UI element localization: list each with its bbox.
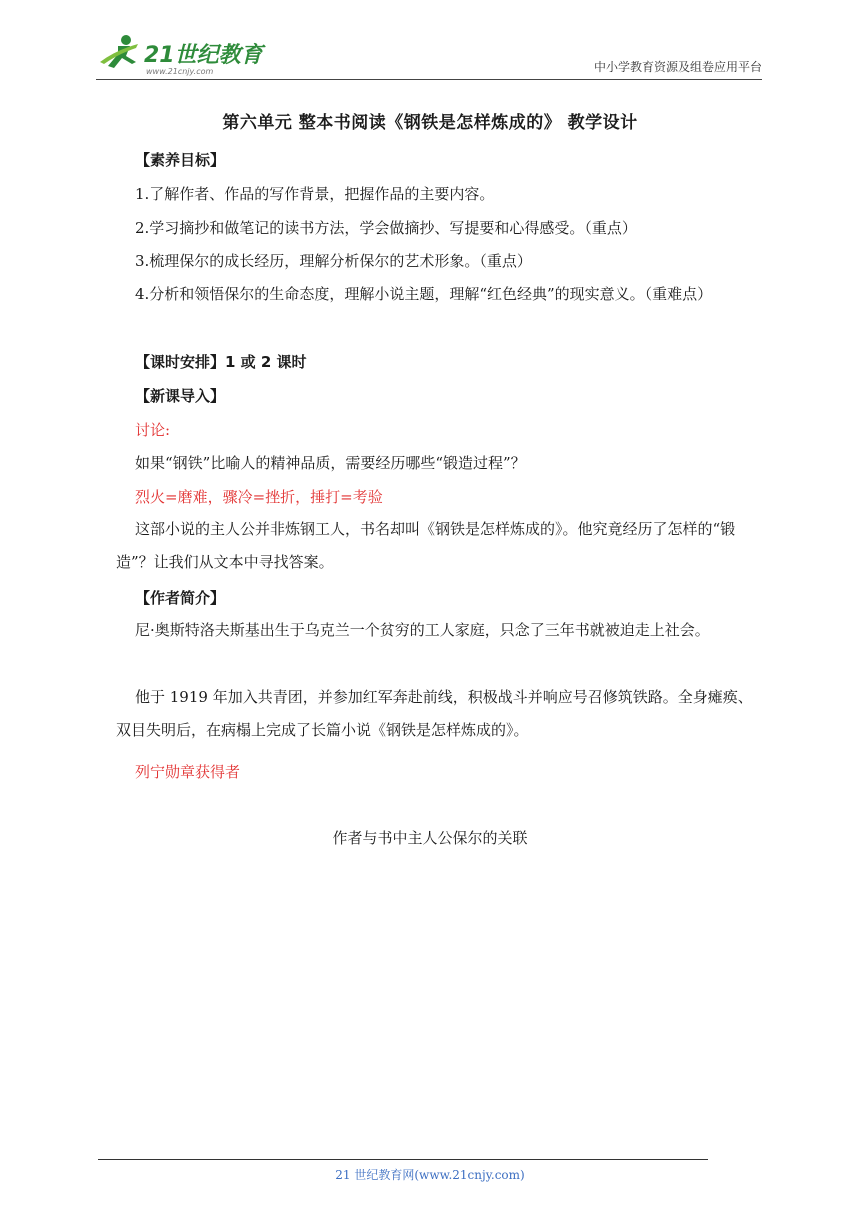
goal-item: 1.了解作者、作品的写作背景，把握作品的主要内容。: [135, 185, 495, 203]
platform-label: 中小学教育资源及组卷应用平台: [593, 60, 762, 74]
discussion-label: 讨论:: [135, 421, 171, 439]
award-text: 列宁勋章获得者: [135, 763, 241, 781]
logo: [96, 32, 266, 78]
goal-item: 4.分析和领悟保尔的生命态度，理解小说主题，理解“红色经典”的现实意义。（重难点）: [135, 285, 713, 303]
author-paragraph: 他于 1919 年加入共青团，并参加红军奔赴前线，积极战斗并响应号召修筑铁路。全身瘫痪、双目失明后，在病榻上完成了长篇小说《钢铁是怎样炼成的》。: [116, 688, 753, 739]
intro-paragraph: 这部小说的主人公并非炼钢工人，书名却叫《钢铁是怎样炼成的》。他究竟经历了怎样的“锻造”？让我们从文本中寻找答案。: [116, 520, 736, 571]
logo-url-text: www.21cnjy.com: [146, 67, 214, 76]
logo-main-text: 21世纪教育: [144, 43, 263, 68]
question-text: 如果“钢铁”比喻人的精神品质，需要经历哪些“锻造过程”？: [135, 454, 526, 472]
goal-item: 3.梳理保尔的成长经历，理解分析保尔的艺术形象。（重点）: [135, 252, 532, 270]
page-title: 第六单元 整本书阅读《钢铁是怎样炼成的》 教学设计: [222, 113, 638, 133]
goal-item: 2.学习摘抄和做笔记的读书方法，学会做摘抄、写提要和心得感受。（重点）: [135, 219, 637, 237]
intro-heading: 【新课导入】: [135, 387, 226, 405]
header-divider: [96, 79, 762, 80]
schedule-value: 1 或 2 课时: [225, 353, 307, 371]
relation-caption: 作者与书中主人公保尔的关联: [332, 829, 528, 847]
footer-text: 21 世纪教育网(www.21cnjy.com): [335, 1168, 525, 1182]
answer-text: 烈火=磨难，骤冷=挫折，捶打=考验: [135, 488, 383, 506]
author-paragraph: 尼·奥斯特洛夫斯基出生于乌克兰一个贫穷的工人家庭，只念了三年书就被迫走上社会。: [135, 621, 710, 639]
schedule-row: [135, 352, 307, 372]
runner-icon: [100, 35, 138, 68]
page-header: [96, 32, 762, 80]
footer-divider: [98, 1159, 708, 1160]
goals-heading: 【素养目标】: [135, 151, 226, 169]
schedule-heading: 【课时安排】: [135, 353, 226, 371]
author-heading: 【作者简介】: [135, 589, 226, 607]
